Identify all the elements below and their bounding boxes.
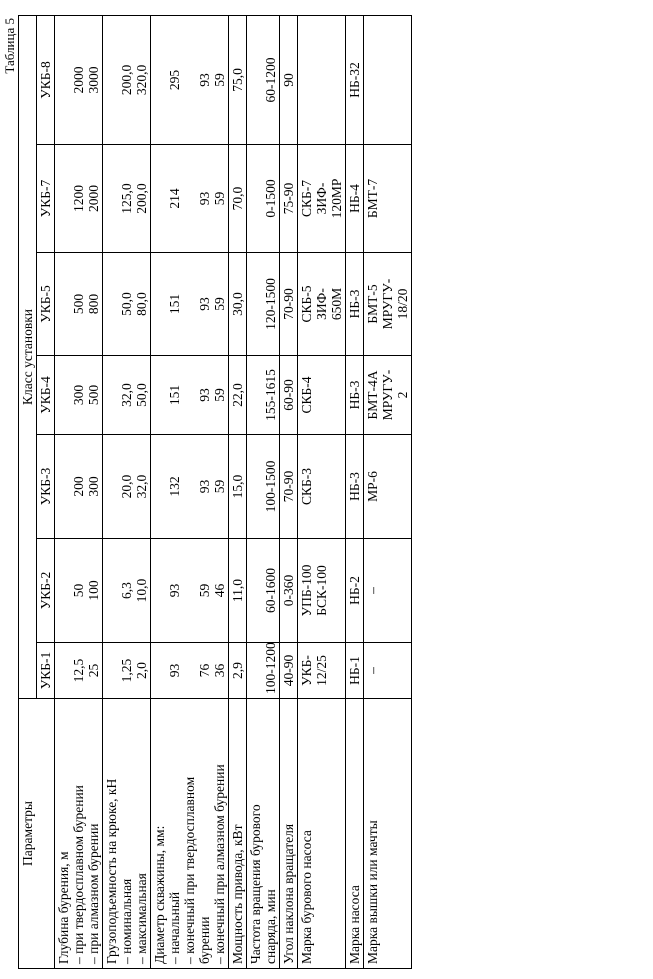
- value-text: 93: [197, 297, 212, 311]
- value-text: 30,0: [230, 292, 245, 316]
- value-text: 12,5: [71, 658, 86, 683]
- value-cell: [151, 643, 229, 699]
- value-text: МРУГУ-: [380, 369, 395, 421]
- value-text: СКБ-5: [299, 285, 314, 323]
- value-cell: [346, 145, 364, 253]
- value-text: –: [365, 667, 380, 674]
- blank-line: [56, 647, 71, 694]
- value-cell: [229, 435, 247, 539]
- value-cell: [103, 145, 151, 253]
- value-cell: [346, 435, 364, 539]
- value-cell: [280, 539, 298, 643]
- value-text: 200: [71, 476, 86, 497]
- parameter-text: Мощность привода, кВт: [230, 824, 245, 964]
- blank-line: [152, 20, 167, 140]
- value-cell: [55, 435, 103, 539]
- blank-line: [152, 543, 167, 638]
- value-text: СКБ-7: [299, 180, 314, 218]
- value-text: 18/20: [395, 288, 410, 320]
- blank-line: [104, 257, 119, 351]
- value-cell: [364, 145, 412, 253]
- blank-line: [182, 439, 197, 534]
- value-text: 200,0: [119, 64, 134, 96]
- blank-line: [182, 257, 197, 351]
- blank-line: [56, 543, 71, 638]
- value-text: БМТ-4А: [365, 370, 380, 420]
- value-cell: [55, 253, 103, 356]
- blank-line: [182, 360, 197, 430]
- value-text: НБ-3: [347, 289, 362, 319]
- value-cell: [346, 539, 364, 643]
- value-cell: [229, 356, 247, 435]
- value-text: 59: [212, 73, 227, 87]
- value-text: 1200: [71, 185, 86, 212]
- value-text: 500: [71, 293, 86, 315]
- parameter-cell: [346, 699, 364, 969]
- parameter-text: Угол наклона вращателя: [281, 823, 296, 964]
- blank-line: [152, 647, 167, 694]
- blank-line: [248, 543, 263, 638]
- value-text: 10,0: [134, 578, 149, 603]
- value-cell: [229, 539, 247, 643]
- value-text: 93: [197, 388, 212, 402]
- value-cell: [247, 539, 280, 643]
- table-row: [103, 15, 151, 968]
- value-cell: [103, 643, 151, 699]
- blank-line: [56, 360, 71, 430]
- value-text: 0-360: [281, 574, 296, 607]
- blank-line: [56, 20, 71, 140]
- parameter-text: Грузоподъемность на крюке, кН: [104, 778, 119, 964]
- value-text: 650М: [329, 287, 344, 321]
- value-text: 125,0: [119, 183, 134, 214]
- value-text: БСК-100: [314, 565, 329, 616]
- value-text: НБ-1: [347, 656, 362, 685]
- blank-line: [248, 647, 263, 694]
- blank-line: [152, 360, 167, 430]
- value-cell: [364, 539, 412, 643]
- value-text: 100: [86, 580, 101, 601]
- value-cell: [298, 15, 346, 144]
- model-header: УКБ-8: [37, 15, 55, 144]
- parameter-cell: [364, 699, 412, 969]
- value-cell: [151, 253, 229, 356]
- blank-line: [56, 439, 71, 534]
- value-cell: [346, 253, 364, 356]
- value-text: СКБ-3: [299, 468, 314, 506]
- value-cell: [247, 643, 280, 699]
- parameters-header: Параметры: [19, 699, 55, 969]
- parameter-cell: [280, 699, 298, 969]
- value-text: 1,25: [119, 658, 134, 683]
- value-text: 93: [197, 73, 212, 87]
- value-text: 36: [212, 663, 227, 678]
- value-cell: [151, 15, 229, 144]
- value-cell: [151, 356, 229, 435]
- table-row: [346, 15, 364, 968]
- table-row: [55, 15, 103, 968]
- value-text: 214: [167, 188, 182, 209]
- value-text: 2: [395, 391, 410, 399]
- parameter-text: Марка вышки или мачты: [365, 820, 380, 964]
- value-text: 100-1200: [263, 642, 278, 694]
- value-cell: [280, 356, 298, 435]
- value-text: 155-1615: [263, 369, 278, 421]
- value-cell: [55, 15, 103, 144]
- table-row: [280, 15, 298, 968]
- value-cell: [298, 253, 346, 356]
- parameter-text: – при алмазном бурении: [86, 823, 101, 964]
- blank-line: [152, 149, 167, 248]
- value-cell: [346, 643, 364, 699]
- value-cell: [298, 435, 346, 539]
- value-text: НБ-32: [347, 62, 362, 98]
- value-text: 90: [281, 73, 296, 87]
- value-text: 60-90: [281, 379, 296, 411]
- value-text: 151: [167, 384, 182, 406]
- value-cell: [247, 15, 280, 144]
- blank-line: [152, 439, 167, 534]
- value-text: ЗИФ-: [314, 288, 329, 320]
- value-cell: [103, 539, 151, 643]
- class-header: Класс установки: [19, 15, 37, 698]
- value-cell: [55, 643, 103, 699]
- value-cell: [247, 145, 280, 253]
- value-cell: [280, 435, 298, 539]
- value-text: 32,0: [134, 474, 149, 499]
- value-text: 300: [86, 476, 101, 497]
- blank-line: [104, 360, 119, 430]
- value-text: 100-1500: [263, 460, 278, 513]
- model-header: УКБ-3: [37, 435, 55, 539]
- table-caption: Таблица 5: [2, 18, 17, 74]
- value-text: 3000: [86, 66, 101, 94]
- value-text: 75-90: [281, 182, 296, 215]
- blank-line: [56, 149, 71, 248]
- table-row: [229, 15, 247, 968]
- parameter-text: – при твердосплавном бурении: [71, 785, 86, 964]
- value-cell: [346, 356, 364, 435]
- parameter-text: – максимальная: [134, 873, 149, 964]
- blank-line: [248, 257, 263, 351]
- blank-line: [182, 20, 197, 140]
- blank-line: [248, 149, 263, 248]
- value-text: НБ-3: [347, 472, 362, 501]
- parameter-text: – номинальная: [119, 878, 134, 964]
- value-text: 60-1200: [263, 57, 278, 103]
- model-header: УКБ-2: [37, 539, 55, 643]
- value-text: НБ-3: [347, 380, 362, 410]
- value-text: МР-6: [365, 471, 380, 502]
- value-text: –: [365, 587, 380, 594]
- value-cell: [364, 356, 412, 435]
- value-text: 320,0: [134, 64, 149, 96]
- value-cell: [247, 435, 280, 539]
- value-text: БМТ-5: [365, 284, 380, 324]
- value-cell: [229, 145, 247, 253]
- value-text: 132: [167, 476, 182, 497]
- value-cell: [280, 253, 298, 356]
- value-cell: [55, 145, 103, 253]
- value-cell: [247, 356, 280, 435]
- parameter-cell: [247, 699, 280, 969]
- value-text: 93: [197, 479, 212, 494]
- value-text: 93: [167, 583, 182, 598]
- value-text: 800: [86, 293, 101, 315]
- parameter-text: Глубина бурения, м: [56, 851, 71, 964]
- value-cell: [55, 539, 103, 643]
- model-header: УКБ-1: [37, 643, 55, 699]
- value-text: 2000: [86, 185, 101, 212]
- value-cell: [229, 253, 247, 356]
- value-text: ЗИФ-: [314, 182, 329, 215]
- parameter-cell: [55, 699, 103, 969]
- blank-line: [104, 439, 119, 534]
- value-text: 22,0: [230, 383, 245, 407]
- parameter-text: снаряда, мин: [263, 889, 278, 964]
- value-text: НБ-2: [347, 576, 362, 605]
- parameter-text: Марка бурового насоса: [299, 830, 314, 964]
- parameter-text: – конечный при твердосплавном: [182, 776, 197, 964]
- value-text: 200,0: [134, 183, 149, 214]
- model-header: УКБ-7: [37, 145, 55, 253]
- value-text: 120МР: [329, 178, 344, 219]
- value-text: 25: [86, 663, 101, 678]
- value-cell: [55, 356, 103, 435]
- value-text: 120-1500: [263, 278, 278, 330]
- value-cell: [280, 145, 298, 253]
- value-cell: [298, 145, 346, 253]
- table-row: [364, 15, 412, 968]
- value-text: 70-90: [281, 288, 296, 320]
- value-text: 60-1600: [263, 568, 278, 613]
- table-row: [151, 15, 229, 968]
- value-text: 59: [197, 583, 212, 598]
- value-cell: [103, 356, 151, 435]
- value-text: 11,0: [230, 578, 245, 603]
- value-text: 50: [71, 583, 86, 598]
- value-text: 300: [71, 384, 86, 406]
- value-cell: [229, 15, 247, 144]
- value-cell: [103, 15, 151, 144]
- value-cell: [346, 15, 364, 144]
- value-text: 151: [167, 293, 182, 315]
- value-cell: [103, 435, 151, 539]
- value-cell: [280, 643, 298, 699]
- parameter-text: Частота вращения бурового: [248, 804, 263, 964]
- value-text: 76: [197, 663, 212, 678]
- parameter-text: Марка насоса: [347, 885, 362, 964]
- value-text: 46: [212, 583, 227, 598]
- value-text: 59: [212, 479, 227, 494]
- blank-line: [182, 647, 197, 694]
- value-cell: [298, 356, 346, 435]
- data-table: [18, 15, 412, 969]
- value-text: 6,3: [119, 582, 134, 599]
- value-cell: [151, 435, 229, 539]
- blank-line: [56, 257, 71, 351]
- value-cell: [280, 15, 298, 144]
- parameter-text: – начальный: [167, 891, 182, 964]
- value-text: 40-90: [281, 654, 296, 687]
- value-text: 59: [212, 191, 227, 206]
- value-text: 59: [212, 297, 227, 311]
- parameter-text: бурении: [197, 916, 212, 964]
- model-header: УКБ-4: [37, 356, 55, 435]
- blank-line: [152, 257, 167, 351]
- value-text: 32,0: [119, 383, 134, 407]
- blank-line: [248, 20, 263, 140]
- value-text: 2,0: [134, 662, 149, 679]
- value-text: УПБ-100: [299, 564, 314, 617]
- value-text: 75,0: [230, 68, 245, 92]
- blank-line: [104, 20, 119, 140]
- value-text: 295: [167, 69, 182, 91]
- value-text: 70,0: [230, 186, 245, 211]
- blank-line: [182, 149, 197, 248]
- header-row-1: [19, 15, 37, 968]
- parameter-text: Диаметр скважины, мм:: [152, 825, 167, 964]
- blank-line: [248, 360, 263, 430]
- value-text: 59: [212, 388, 227, 402]
- value-cell: [364, 435, 412, 539]
- value-text: 70-90: [281, 470, 296, 503]
- value-text: 20,0: [119, 474, 134, 499]
- value-cell: [364, 643, 412, 699]
- value-text: БМТ-7: [365, 178, 380, 219]
- value-text: МРУГУ-: [380, 278, 395, 330]
- value-cell: [298, 643, 346, 699]
- value-text: 500: [86, 384, 101, 406]
- value-text: 93: [167, 663, 182, 678]
- value-text: 12/25: [314, 655, 329, 686]
- blank-line: [248, 439, 263, 534]
- value-text: 2000: [71, 66, 86, 94]
- table-body: [55, 15, 412, 968]
- blank-line: [182, 543, 197, 638]
- parameter-cell: [103, 699, 151, 969]
- parameter-cell: [151, 699, 229, 969]
- blank-line: [104, 543, 119, 638]
- value-text: СКБ-4: [299, 376, 314, 414]
- value-cell: [103, 253, 151, 356]
- value-cell: [151, 145, 229, 253]
- value-cell: [298, 539, 346, 643]
- value-text: 50,0: [134, 383, 149, 407]
- parameter-cell: [298, 699, 346, 969]
- table-row: [298, 15, 346, 968]
- value-text: НБ-4: [347, 184, 362, 213]
- table-row: [247, 15, 280, 968]
- value-text: 2,9: [230, 662, 245, 679]
- value-text: УКБ-: [299, 655, 314, 686]
- value-text: 0-1500: [263, 179, 278, 218]
- value-text: 80,0: [134, 292, 149, 316]
- value-text: 93: [197, 191, 212, 206]
- blank-line: [104, 149, 119, 248]
- value-cell: [151, 539, 229, 643]
- model-header: УКБ-5: [37, 253, 55, 356]
- value-text: 50,0: [119, 292, 134, 316]
- parameter-text: – конечный при алмазном бурении: [212, 764, 227, 964]
- parameter-cell: [229, 699, 247, 969]
- value-cell: [364, 253, 412, 356]
- blank-line: [104, 647, 119, 694]
- value-cell: [247, 253, 280, 356]
- value-text: 15,0: [230, 474, 245, 499]
- value-cell: [229, 643, 247, 699]
- value-cell: [364, 15, 412, 144]
